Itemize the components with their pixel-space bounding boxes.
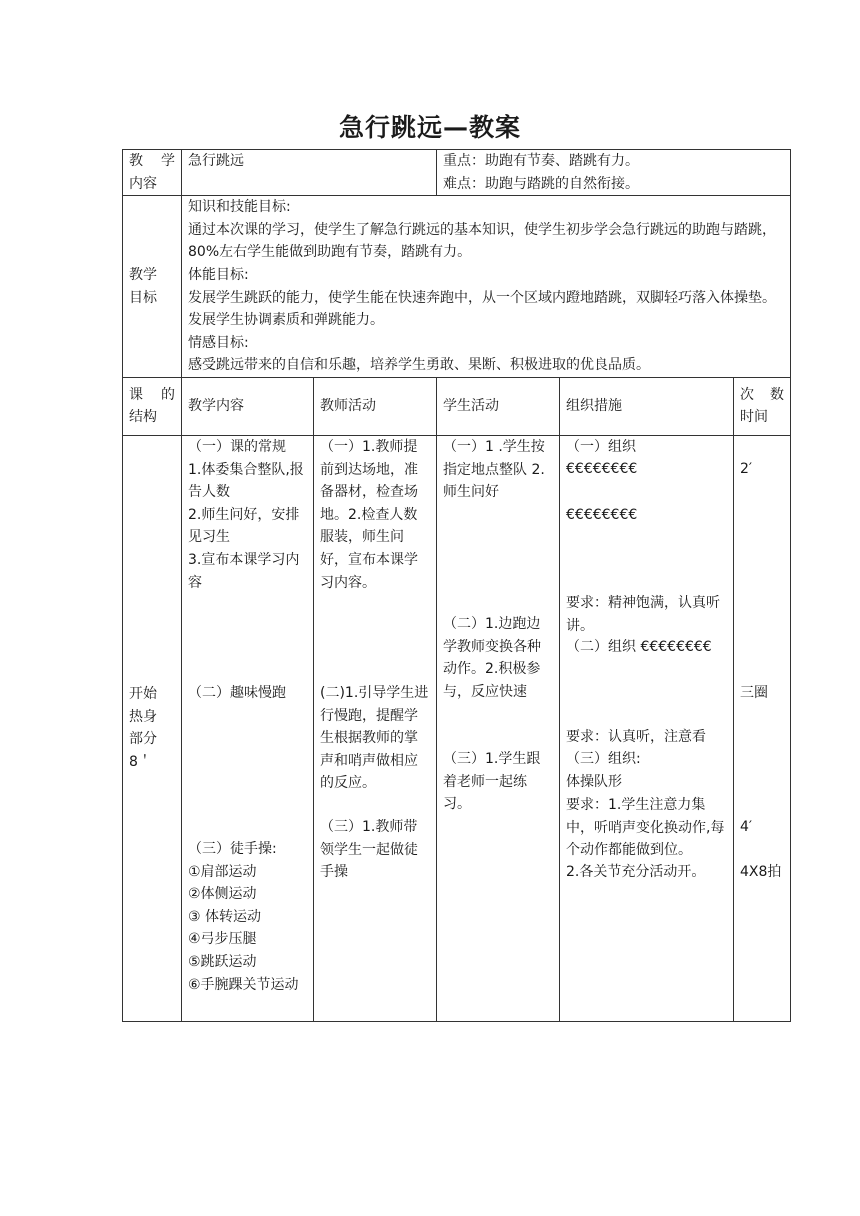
row-column-headers: [123, 377, 791, 435]
org3-formation: 体操队形: [566, 773, 622, 790]
teacher-part3: （三）1.教师带领学生一起做徒手操: [320, 818, 418, 881]
warmup-structure: 开始 热身 部分 8＇: [123, 435, 182, 1021]
document-title: 急行跳远—教案: [338, 113, 521, 142]
header-time: 次 数 时间: [734, 377, 791, 435]
row-teaching-goals: [123, 196, 791, 378]
content-part2: （二）趣味慢跑: [188, 684, 286, 701]
goal-heading-knowledge: 知识和技能目标:: [188, 199, 291, 216]
difficulty: 难点：助跑与踏跳的自然衔接。: [443, 175, 639, 192]
goal-heading-fitness: 体能目标:: [188, 266, 249, 283]
org2-requirement: 要求：认真听，注意看: [566, 728, 706, 745]
key-point: 重点：助跑有节奏、踏跳有力。: [443, 153, 639, 169]
teacher-part1: （一）1.教师提前到达场地，准备器材，检查场地。2.检查人数服装，师生问好，宣布本课学习内容。: [320, 438, 418, 591]
content-part1: （一）课的常规 1.体委集合整队,报告人数 2.师生问好，安排见习生 3.宣布本课学习内容: [188, 438, 304, 591]
student-part1: （一）1 .学生按指定地点整队 2.师生问好: [443, 438, 545, 501]
label-teaching-content: 教 学 内容: [123, 150, 182, 196]
row-warmup: [123, 435, 791, 1021]
org1-title: （一）组织: [566, 438, 636, 455]
org3-requirement-2: 2.各关节充分活动开。: [566, 863, 706, 880]
time-2: 三圈: [740, 684, 768, 701]
warmup-content: [182, 435, 314, 1021]
goal-text-emotion: 感受跳远带来的自信和乐趣，培养学生勇敢、果断、积极进取的优良品质。: [188, 357, 650, 374]
teaching-goals-text: [182, 196, 791, 378]
warmup-teacher-activity: [314, 435, 437, 1021]
lesson-plan-table: [122, 149, 791, 1022]
goal-text-knowledge: 通过本次课的学习，使学生了解急行跳远的基本知识，使学生初步学会急行跳远的助跑与踏跳，80%左右学生能做到助跑有节奏，踏跳有力。: [188, 221, 776, 261]
org3-title: （三）组织:: [566, 750, 641, 767]
time-3: 4′: [740, 818, 753, 835]
label-teaching-goals: 教学 目标: [123, 196, 182, 378]
header-organization: 组织措施: [560, 377, 734, 435]
content-part3: （三）徒手操: ①肩部运动 ②体侧运动 ③ 体转运动 ④弓步压腿 ⑤跳跃运动 ⑥手腕踝关节运动: [188, 840, 299, 993]
warmup-organization: [560, 435, 734, 1021]
org1-requirement: 要求：精神饱满，认真听讲。: [566, 594, 720, 634]
teaching-content-value: 急行跳远: [182, 150, 437, 196]
goal-heading-emotion: 情感目标:: [188, 334, 249, 351]
org2: （二）组织 €€€€€€€€: [566, 638, 712, 655]
org1-formation-1: €€€€€€€€: [566, 460, 638, 477]
row-teaching-content: [123, 150, 791, 196]
warmup-student-activity: [437, 435, 560, 1021]
key-points: [437, 150, 791, 196]
warmup-time: [734, 435, 791, 1021]
header-teacher: 教师活动: [314, 377, 437, 435]
goal-text-fitness: 发展学生跳跃的能力，使学生能在快速奔跑中，从一个区域内蹬地踏跳，双脚轻巧落入体操垫。发展学生协调素质和弹跳能力。: [188, 289, 776, 329]
header-student: 学生活动: [437, 377, 560, 435]
student-part2: （二）1.边跑边学教师变换各种动作。2.积极参与，反应快速: [443, 615, 541, 700]
time-4: 4X8拍: [740, 863, 782, 880]
header-structure: 课 的 结构: [123, 377, 182, 435]
student-part3: （三）1.学生跟着老师一起练习。: [443, 750, 541, 813]
teacher-part2: (二)1.引导学生进行慢跑，提醒学生根据教师的掌声和哨声做相应的反应。: [320, 684, 429, 792]
time-1: 2′: [740, 460, 753, 477]
org3-requirement: 要求：1.学生注意力集中，听哨声变化换动作,每个动作都能做到位。: [566, 796, 725, 859]
org1-formation-2: €€€€€€€€: [566, 506, 638, 523]
header-content: 教学内容: [182, 377, 314, 435]
